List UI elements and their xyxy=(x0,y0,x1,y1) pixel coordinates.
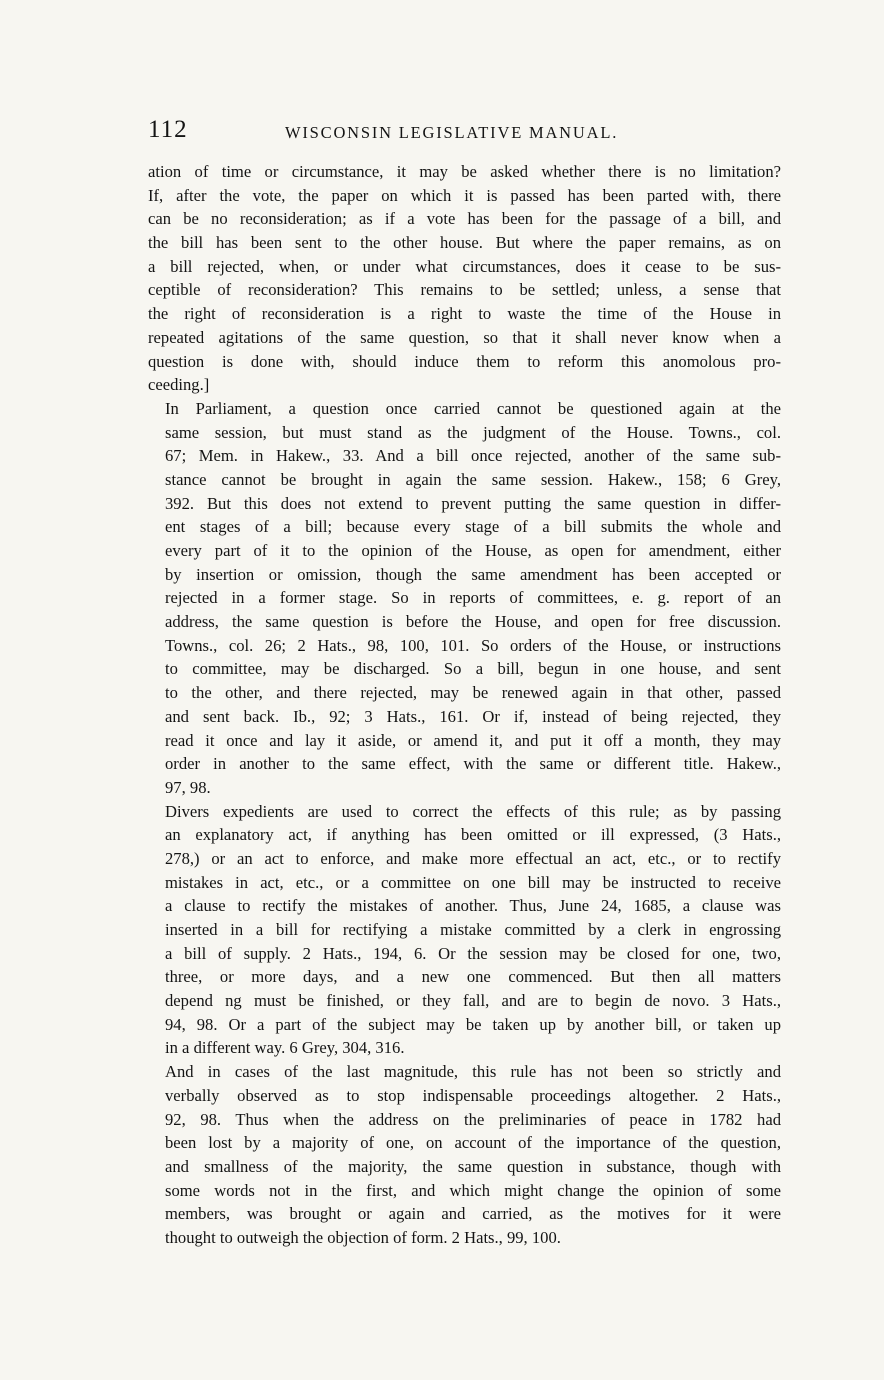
body-text xyxy=(148,160,781,1250)
text-line: 67; Mem. in Hakew., 33. And a bill once rejected, another of the same sub- xyxy=(165,446,781,466)
paragraph xyxy=(148,800,781,1061)
text-line: to the other, and there rejected, may be renewed again in that other, passed xyxy=(165,683,781,703)
page-number: 112 xyxy=(148,116,188,143)
paragraph xyxy=(148,1060,781,1250)
text-line: every part of it to the opinion of the House, as open for amendment, either xyxy=(165,541,781,560)
text-line: And in cases of the last magnitude, this rule has not been so strictly and xyxy=(165,1062,781,1082)
text-line: Divers expedients are used to correct the effects of this rule; as by passing xyxy=(165,801,781,821)
text-line: to committee, may be discharged. So a bill, begun in one house, and sent xyxy=(165,659,781,679)
text-line: a clause to rectify the mistakes of another. Thus, June 24, 1685, a clause was xyxy=(165,896,781,916)
text-line: ceptible of reconsideration? This remains to be settled; unless, a sense that xyxy=(148,280,781,300)
text-line: an explanatory act, if anything has been omitted or ill expressed, (3 Hats., xyxy=(165,825,781,845)
text-line: 392. But this does not extend to prevent putting the same question in differ- xyxy=(165,493,781,513)
text-line: ation of time or circumstance, it may be asked whether there is no limitation? xyxy=(148,162,781,181)
text-line: and sent back. Ib., 92; 3 Hats., 161. Or if, instead of being rejected, they xyxy=(165,706,781,726)
text-line: same session, but must stand as the judgment of the House. Towns., col. xyxy=(165,422,781,442)
text-line: the bill has been sent to the other house. But where the paper remains, as on xyxy=(148,233,781,253)
text-line: stance cannot be brought in again the same session. Hakew., 158; 6 Grey, xyxy=(165,469,781,489)
text-line: question is done with, should induce them to reform this anomolous pro- xyxy=(148,351,781,371)
paragraph xyxy=(148,160,781,397)
text-line: Towns., col. 26; 2 Hats., 98, 100, 101. So orders of the House, or instructions xyxy=(165,635,781,655)
text-line: mistakes in act, etc., or a committee on one bill may be instructed to receive xyxy=(165,872,781,892)
text-line: depend ng must be finished, or they fall, and are to begin de novo. 3 Hats., xyxy=(165,991,781,1011)
text-line: the right of reconsideration is a right to waste the time of the House in xyxy=(148,304,781,324)
text-line: 92, 98. Thus when the address on the preliminaries of peace in 1782 had xyxy=(165,1109,781,1129)
text-line: ent stages of a bill; because every stage of a bill submits the whole and xyxy=(165,517,781,537)
text-line: three, or more days, and a new one commenced. But then all matters xyxy=(165,967,781,987)
text-line: 94, 98. Or a part of the subject may be taken up by another bill, or taken up xyxy=(165,1014,781,1034)
text-line: some words not in the first, and which might change the opinion of some xyxy=(165,1180,781,1200)
text-line: been lost by a majority of one, on account of the importance of the question, xyxy=(165,1133,781,1153)
text-line: verbally observed as to stop indispensable proceedings altogether. 2 Hats., xyxy=(165,1085,781,1105)
text-line: In Parliament, a question once carried cannot be questioned again at the xyxy=(165,398,781,418)
text-line: order in another to the same effect, with the same or different title. Hakew., xyxy=(165,754,781,774)
text-line: read it once and lay it aside, or amend it, and put it off a month, they may xyxy=(165,730,781,750)
text-line: ceeding.] xyxy=(148,375,210,395)
text-line: 278,) or an act to enforce, and make more effectual an act, etc., or to rectify xyxy=(165,848,781,868)
page-header xyxy=(148,116,788,146)
text-line: If, after the vote, the paper on which it is passed has been parted with, there xyxy=(148,185,781,205)
text-line: by insertion or omission, though the same amendment has been accepted or xyxy=(165,564,781,584)
text-line: thought to outweigh the objection of form. 2 Hats., 99, 100. xyxy=(165,1227,561,1247)
text-line: and smallness of the majority, the same question in substance, though with xyxy=(165,1156,781,1176)
paragraph xyxy=(148,397,781,800)
text-line: 97, 98. xyxy=(165,777,211,797)
text-line: a bill of supply. 2 Hats., 194, 6. Or the session may be closed for one, two, xyxy=(165,943,781,963)
text-line: repeated agitations of the same question, so that it shall never know when a xyxy=(148,327,781,347)
text-line: rejected in a former stage. So in reports of committees, e. g. report of an xyxy=(165,588,781,608)
text-line: inserted in a bill for rectifying a mistake committed by a clerk in engrossing xyxy=(165,920,781,939)
running-title: WISCONSIN LEGISLATIVE MANUAL. xyxy=(285,123,619,142)
text-line: in a different way. 6 Grey, 304, 316. xyxy=(165,1038,405,1058)
text-line: can be no reconsideration; as if a vote has been for the passage of a bill, and xyxy=(148,209,781,229)
text-line: a bill rejected, when, or under what circumstances, does it cease to be sus- xyxy=(148,256,781,276)
text-line: members, was brought or again and carried, as the motives for it were xyxy=(165,1204,781,1224)
text-line: address, the same question is before the House, and open for free discussion. xyxy=(165,612,781,632)
